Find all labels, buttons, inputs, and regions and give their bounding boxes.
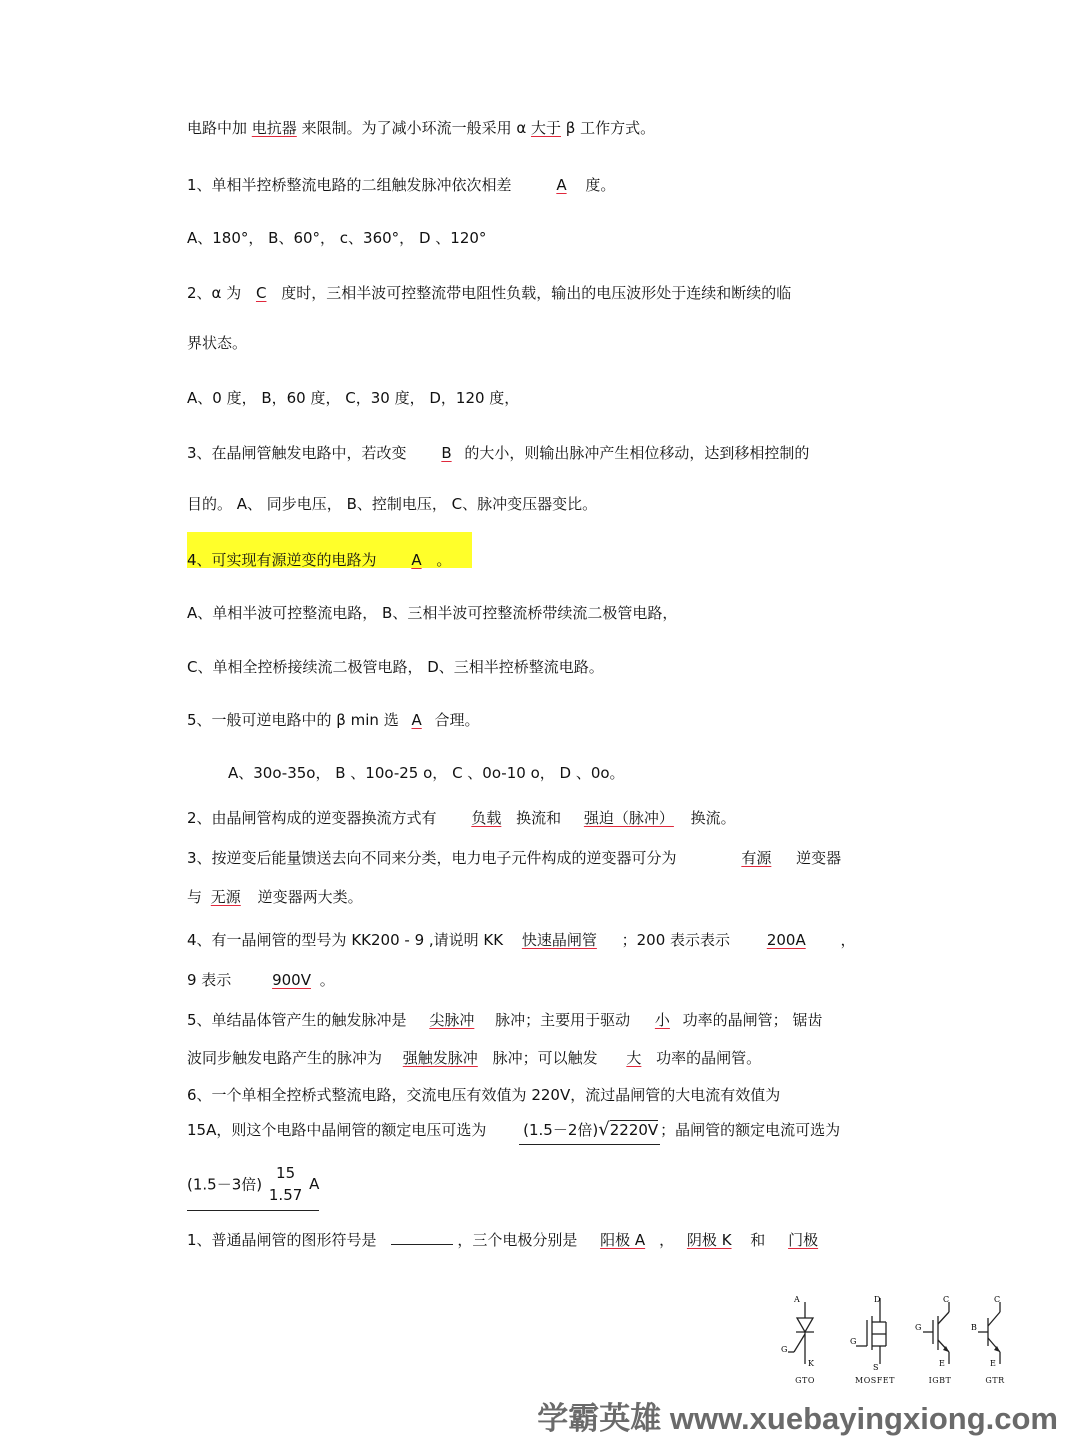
text: 电路中加 <box>187 119 252 137</box>
text: 9 表示 <box>187 971 237 989</box>
text: 和 <box>745 1231 771 1249</box>
voltage-formula <box>519 1120 660 1145</box>
text: 度。 <box>580 176 616 194</box>
graphic-1 <box>187 1230 822 1250</box>
igbt-gate-label: G <box>915 1323 922 1332</box>
answer-blank: 无源 <box>210 888 241 906</box>
question-1-options: A、180°， B、60°， c、360°， D 、120° <box>187 229 487 247</box>
text: ；晶闸管的额定电流可选为 <box>660 1121 841 1139</box>
text: 3、在晶闸管触发电路中，若改变 <box>187 444 412 462</box>
fill-4-cont <box>187 970 335 990</box>
question-2 <box>187 283 791 303</box>
answer-blank: A <box>556 176 567 194</box>
answer-blank: C <box>255 284 267 302</box>
question-4-options-1: A、单相半波可控整流电路， B、三相半波可控整流桥带续流二极管电路， <box>187 604 678 622</box>
question-3 <box>187 443 809 463</box>
text: 1、单相半控桥整流电路的二组触发脉冲依次相差 <box>187 176 517 194</box>
text: 功率的晶闸管。 <box>651 1049 762 1067</box>
fill-5-cont <box>187 1048 761 1068</box>
text: ，三个电极分别是 <box>457 1231 583 1249</box>
text: 逆变器两大类。 <box>252 888 363 906</box>
answer-blank: 门极 <box>788 1231 819 1249</box>
mosfet-icon <box>850 1294 900 1372</box>
answer-blank: 负载 <box>471 809 502 827</box>
mosfet-drain-label: D <box>874 1295 881 1304</box>
text: 脉冲；可以触发 <box>487 1049 603 1067</box>
gtr-collector-label: C <box>994 1295 1001 1304</box>
mosfet-symbol <box>850 1294 900 1386</box>
question-3-cont: 目的。 A、 同步电压， B、控制电压， C、脉冲变压器变比。 <box>187 495 598 513</box>
igbt-icon <box>915 1294 965 1372</box>
question-2-cont: 界状态。 <box>187 334 248 352</box>
gto-icon <box>780 1294 830 1372</box>
sqrt-symbol: √ <box>598 1119 610 1140</box>
igbt-caption: IGBT <box>928 1376 952 1385</box>
gto-symbol <box>780 1294 830 1386</box>
text: 合理。 <box>429 711 480 729</box>
gtr-caption: GTR <box>985 1376 1005 1385</box>
text: 脉冲；主要用于驱动 <box>490 1011 635 1029</box>
question-2-options: A、0 度， B，60 度， C，30 度， D，120 度， <box>187 389 520 407</box>
text: ， <box>659 1231 679 1249</box>
text: 功率的晶闸管； 锯齿 <box>677 1011 823 1029</box>
text: 的大小，则输出脉冲产生相位移动，达到移相控制的 <box>459 444 810 462</box>
gtr-emitter-label: E <box>990 1359 996 1368</box>
igbt-emitter-label: E <box>939 1359 945 1368</box>
unit: A <box>309 1175 320 1193</box>
igbt-symbol <box>915 1294 965 1386</box>
formula-text: 2220V <box>609 1121 659 1139</box>
current-formula <box>187 1162 319 1211</box>
question-4-options-2: C、单相全控桥接续流二极管电路， D、三相半控桥整流电路。 <box>187 658 604 676</box>
text: ， <box>835 931 856 949</box>
denominator: 1.57 <box>268 1186 303 1204</box>
answer-blank: 大 <box>626 1049 642 1067</box>
formula-text: (1.5－2倍) <box>523 1121 599 1139</box>
mosfet-caption: MOSFET <box>855 1376 895 1385</box>
gto-cathode-label: K <box>808 1359 814 1368</box>
gtr-icon <box>970 1294 1020 1372</box>
answer-blank: 强触发脉冲 <box>402 1049 478 1067</box>
question-4 <box>187 550 451 570</box>
answer-blank: 阴极 K <box>686 1231 732 1249</box>
text: 4、有一晶闸管的型号为 KK200 - 9 ,请说明 KK <box>187 931 508 949</box>
text: 2、由晶闸管构成的逆变器换流方式有 <box>187 809 442 827</box>
fill-4 <box>187 930 856 950</box>
question-5 <box>187 710 480 730</box>
text: 与 <box>187 888 207 906</box>
answer-blank: B <box>441 444 452 462</box>
mosfet-gate-label: G <box>850 1337 857 1346</box>
answer-blank <box>391 1230 453 1245</box>
text: 度时，三相半波可控整流带电阻性负载，输出的电压波形处于连续和断续的临 <box>276 284 792 302</box>
formula-text: (1.5－3倍) <box>187 1175 263 1194</box>
text: 3、按逆变后能量馈送去向不同来分类，电力电子元件构成的逆变器可分为 <box>187 849 682 867</box>
text: 2、α 为 <box>187 284 246 302</box>
answer-blank: 有源 <box>741 849 772 867</box>
intro-line <box>187 118 655 138</box>
text: 。 <box>315 971 335 989</box>
answer-blank: 大于 <box>531 119 562 137</box>
text: 来限制。为了减小环流一般采用 α <box>296 119 531 137</box>
text: β 工作方式。 <box>561 119 656 137</box>
text: 4、可实现有源逆变的电路为 <box>187 551 382 569</box>
answer-blank: 900V <box>272 971 311 989</box>
answer-blank: 电抗器 <box>251 119 297 137</box>
question-1 <box>187 175 615 195</box>
fill-2 <box>187 808 736 828</box>
answer-blank: 小 <box>654 1011 670 1029</box>
watermark: 学霸英雄 www.xuebayingxiong.com <box>537 1401 1058 1436</box>
answer-blank: A <box>411 711 422 729</box>
answer-blank: 200A <box>766 931 806 949</box>
gto-anode-label: A <box>794 1295 800 1304</box>
answer-blank: 快速晶闸管 <box>521 931 597 949</box>
fraction <box>269 1162 302 1206</box>
answer-blank: 强迫（脉冲） <box>583 809 674 827</box>
text: 1、普通晶闸管的图形符号是 <box>187 1231 382 1249</box>
answer-blank: 尖脉冲 <box>429 1011 475 1029</box>
gtr-base-label: B <box>971 1323 977 1332</box>
fill-6: 6、一个单相全控桥式整流电路，交流电压有效值为 220V，流过晶闸管的大电流有效值为 <box>187 1086 781 1104</box>
answer-blank: 阳极 A <box>600 1231 646 1249</box>
fill-6-cont <box>187 1120 840 1145</box>
text: 。 <box>431 551 452 569</box>
mosfet-source-label: S <box>873 1363 879 1372</box>
text: 换流和 <box>511 809 566 827</box>
text: 15A，则这个电路中晶闸管的额定电压可选为 <box>187 1121 487 1139</box>
fill-5 <box>187 1010 822 1030</box>
text: 换流。 <box>685 809 736 827</box>
gto-gate-label: G <box>781 1345 788 1354</box>
text: 5、单结晶体管产生的触发脉冲是 <box>187 1011 412 1029</box>
question-5-options: A、30o-35o， B 、10o-25 o， C 、0o-10 o， D 、0o。 <box>228 764 625 782</box>
gtr-symbol <box>970 1294 1020 1386</box>
fill-3 <box>187 848 841 868</box>
igbt-collector-label: C <box>943 1295 950 1304</box>
numerator: 15 <box>276 1164 296 1182</box>
text: ；200 表示表示 <box>616 931 735 949</box>
gto-caption: GTO <box>795 1376 815 1385</box>
text: 逆变器 <box>791 849 842 867</box>
text: 波同步触发电路产生的脉冲为 <box>187 1049 387 1067</box>
fill-3-cont <box>187 887 363 907</box>
answer-blank: A <box>411 551 422 569</box>
text: 5、一般可逆电路中的 β min 选 <box>187 711 404 729</box>
